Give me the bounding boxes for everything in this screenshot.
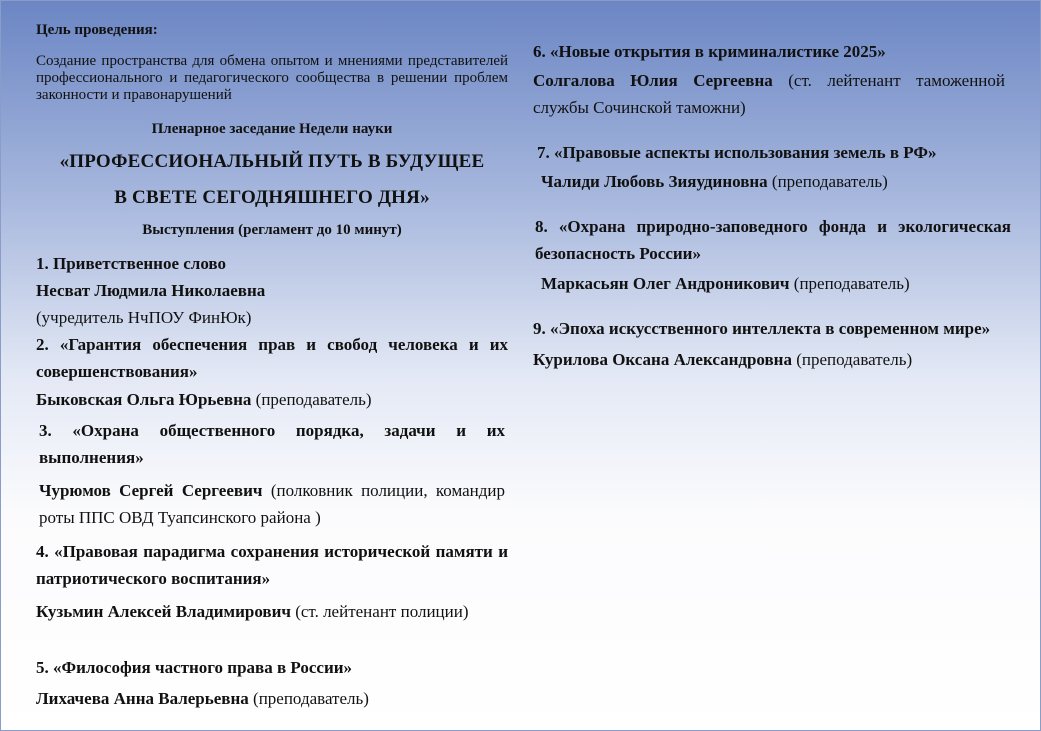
talk-title: 5. «Философия частного права в России» (36, 658, 353, 677)
talk-speaker: Кузьмин Алексей Владимирович (36, 602, 291, 621)
talk-3 (39, 417, 505, 531)
plenary-title-line2: В СВЕТЕ СЕГОДНЯШНЕГО ДНЯ» (114, 187, 430, 208)
talk-speaker: Курилова Оксана Александровна (533, 350, 792, 369)
regulation-note: Выступления (регламент до 10 минут) (142, 222, 402, 238)
talk-speaker: Быковская Ольга Юрьевна (36, 390, 252, 409)
talk-5 (36, 654, 508, 712)
talk-title: 2. «Гарантия обеспечения прав и свобод человека и их совершенствования» (36, 335, 508, 381)
talk-4 (36, 538, 508, 625)
talk-title: 6. «Новые открытия в криминалистике 2025» (533, 42, 886, 61)
talk-title: 3. «Охрана общественного порядка, задачи и их выполнения» (39, 421, 505, 467)
talk-speaker: Лихачева Анна Валерьевна (36, 689, 249, 708)
talk-7 (537, 139, 1009, 195)
talk-role: (преподаватель) (793, 274, 910, 293)
talk-role: (полковник полиции, командир роты ППС ОВД Туапсинского района ) (39, 481, 506, 527)
talk-6 (533, 38, 1005, 121)
talk-role: (преподаватель) (253, 689, 369, 708)
talk-role: (преподаватель) (796, 350, 913, 369)
talk-role: (ст. лейтенант полиции) (295, 602, 469, 621)
talk-speaker: Чалиди Любовь Зияудиновна (541, 172, 768, 191)
talk-title: 1. Приветственное слово (36, 254, 226, 273)
plenary-title-line1: «ПРОФЕССИОНАЛЬНЫЙ ПУТЬ В БУДУЩЕЕ (59, 151, 485, 172)
plenary-label: Пленарное заседание Недели науки (151, 121, 393, 137)
talk-title: 4. «Правовая парадигма сохранения исторической памяти и патриотического воспитания» (36, 542, 508, 588)
talk-title: 7. «Правовые аспекты использования земель в РФ» (537, 143, 937, 162)
goal-heading: Цель проведения: (36, 22, 158, 38)
talk-speaker: Чурюмов Сергей Сергеевич (39, 481, 263, 500)
talk-title: 9. «Эпоха искусственного интеллекта в современном мире» (533, 319, 991, 338)
talk-speaker: Маркасьян Олег Андроникович (541, 274, 790, 293)
talk-speaker: Солгалова Юлия Сергеевна (533, 71, 773, 90)
talk-9 (533, 315, 1005, 373)
talk-title: 8. «Охрана природно-заповедного фонда и экологическая безопасность России» (535, 217, 1011, 263)
talk-role: (преподаватель) (255, 390, 372, 409)
talk-role: (ст. лейтенант таможенной службы Сочинской таможни) (533, 71, 1005, 117)
talk-role: (преподаватель) (771, 172, 888, 191)
talk-8 (535, 213, 1011, 297)
talk-speaker: Несват Людмила Николаевна (36, 281, 266, 300)
goal-text: Создание пространства для обмена опытом и мнениями представителей профессионального и педагогического сообщества в решении проблем законности и правонарушений (36, 53, 508, 103)
talk-1 (36, 250, 508, 331)
talk-2 (36, 331, 508, 413)
talk-role: (учредитель НчПОУ ФинЮк) (36, 308, 252, 327)
